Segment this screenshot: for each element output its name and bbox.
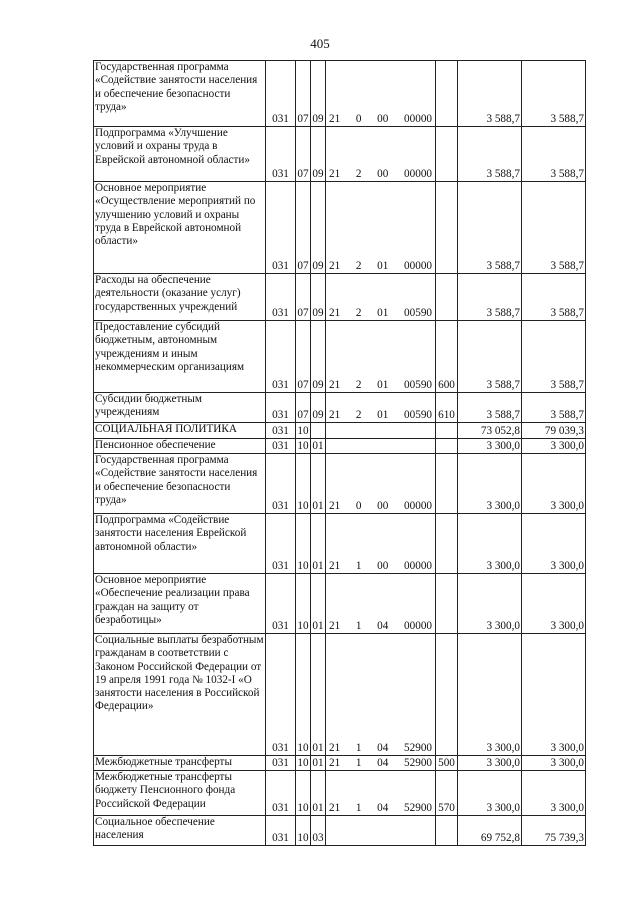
subsection-code: 01 bbox=[312, 756, 324, 769]
subprogram-code: 1 bbox=[355, 756, 362, 769]
table-row bbox=[94, 574, 586, 634]
subsection-code bbox=[311, 423, 326, 439]
subprogram-code: 0 bbox=[355, 499, 362, 512]
sum-year-1: 73 052,8 bbox=[458, 423, 522, 439]
sum-year-1: 3 300,0 bbox=[458, 439, 522, 454]
event-code: 04 bbox=[377, 756, 389, 769]
subprogram-code: 1 bbox=[355, 619, 362, 632]
sum-year-2: 3 300,0 bbox=[522, 574, 586, 634]
expense-type-code bbox=[436, 274, 458, 321]
ministry-code: 031 bbox=[266, 61, 296, 127]
ministry-code: 031 bbox=[266, 454, 296, 514]
target-article-parts bbox=[327, 168, 434, 181]
section-code: 10 bbox=[296, 771, 311, 816]
expense-type-code: 600 bbox=[436, 321, 458, 393]
target-article-parts bbox=[327, 757, 434, 770]
ministry-code: 031 bbox=[266, 321, 296, 393]
sum-year-2: 3 588,7 bbox=[522, 274, 586, 321]
direction-code: 00000 bbox=[404, 167, 432, 180]
row-name: Предоставление субсидий бюджетным, автономным учреждениям и иным некоммерческим организациям bbox=[94, 321, 266, 393]
subprogram-code: 2 bbox=[355, 408, 362, 421]
direction-code: 52900 bbox=[404, 756, 432, 769]
section-code: 07 bbox=[296, 274, 311, 321]
section-code: 10 bbox=[296, 634, 311, 756]
table-row bbox=[94, 634, 586, 756]
subprogram-code: 1 bbox=[355, 741, 362, 754]
table-row bbox=[94, 61, 586, 127]
sum-year-2: 79 039,3 bbox=[522, 423, 586, 439]
ministry-code: 031 bbox=[266, 182, 296, 274]
table-row bbox=[94, 127, 586, 182]
expense-type-code bbox=[436, 816, 458, 846]
row-name: Государственная программа «Содействие занятости населения и обеспечение безопасности труда» bbox=[94, 61, 266, 127]
subsection-code: 09 bbox=[311, 61, 326, 127]
sum-year-1: 3 300,0 bbox=[458, 634, 522, 756]
target-article-parts bbox=[327, 379, 434, 392]
event-code: 01 bbox=[377, 306, 389, 319]
expense-type-code bbox=[436, 634, 458, 756]
event-code: 00 bbox=[377, 112, 389, 125]
table-row bbox=[94, 771, 586, 816]
target-article-parts bbox=[327, 260, 434, 273]
direction-code: 00000 bbox=[404, 499, 432, 512]
section-code: 10 bbox=[297, 756, 309, 769]
sum-year-1: 69 752,8 bbox=[458, 816, 522, 846]
row-name: СОЦИАЛЬНАЯ ПОЛИТИКА bbox=[94, 423, 266, 439]
expense-type-code: 500 bbox=[436, 756, 458, 771]
sum-year-1: 3 300,0 bbox=[458, 756, 522, 771]
target-article-code bbox=[326, 439, 436, 454]
subsection-code: 09 bbox=[311, 274, 326, 321]
subsection-code: 09 bbox=[311, 393, 326, 423]
program-code: 21 bbox=[329, 259, 341, 272]
table-row bbox=[94, 439, 586, 454]
target-article-parts bbox=[327, 560, 434, 573]
direction-code: 52900 bbox=[404, 801, 432, 814]
sum-year-1: 3 588,7 bbox=[458, 274, 522, 321]
ministry-code: 031 bbox=[266, 771, 296, 816]
sum-year-1: 3 300,0 bbox=[458, 454, 522, 514]
sum-year-1: 3 588,7 bbox=[458, 127, 522, 182]
sum-year-2: 3 300,0 bbox=[522, 439, 586, 454]
ministry-code: 031 bbox=[266, 756, 296, 771]
direction-code: 00000 bbox=[404, 259, 432, 272]
table-row bbox=[94, 321, 586, 393]
section-code: 07 bbox=[296, 127, 311, 182]
target-article-code bbox=[326, 127, 436, 182]
subsection-code: 01 bbox=[311, 514, 326, 574]
direction-code: 00590 bbox=[404, 408, 432, 421]
program-code: 21 bbox=[329, 306, 341, 319]
section-code: 10 bbox=[296, 816, 311, 846]
ministry-code: 031 bbox=[266, 574, 296, 634]
ministry-code: 031 bbox=[266, 127, 296, 182]
subsection-code: 01 bbox=[312, 439, 324, 452]
page-number: 405 bbox=[310, 36, 330, 51]
table-row bbox=[94, 514, 586, 574]
direction-code: 00000 bbox=[404, 619, 432, 632]
target-article-code bbox=[326, 816, 436, 846]
target-article-code bbox=[326, 274, 436, 321]
program-code: 21 bbox=[329, 801, 341, 814]
ministry-code: 031 bbox=[266, 816, 296, 846]
sum-year-2: 3 300,0 bbox=[522, 514, 586, 574]
expense-type-code bbox=[436, 423, 458, 439]
subprogram-code: 1 bbox=[355, 801, 362, 814]
target-article-code bbox=[326, 423, 436, 439]
sum-year-2: 3 300,0 bbox=[522, 454, 586, 514]
expense-type-code bbox=[436, 514, 458, 574]
program-code: 21 bbox=[329, 619, 341, 632]
subprogram-code: 2 bbox=[355, 259, 362, 272]
section-code: 07 bbox=[296, 61, 311, 127]
ministry-code: 031 bbox=[266, 439, 296, 454]
row-name: Межбюджетные трансферты bbox=[94, 756, 266, 771]
direction-code: 00000 bbox=[404, 559, 432, 572]
sum-year-1: 3 588,7 bbox=[458, 182, 522, 274]
direction-code: 00590 bbox=[404, 306, 432, 319]
subsection-code: 03 bbox=[311, 816, 326, 846]
sum-year-2: 3 588,7 bbox=[522, 127, 586, 182]
section-code: 07 bbox=[296, 321, 311, 393]
event-code: 00 bbox=[377, 167, 389, 180]
expense-type-code: 610 bbox=[436, 393, 458, 423]
row-name: Подпрограмма «Улучшение условий и охраны труда в Еврейской автономной области» bbox=[94, 127, 266, 182]
section-code: 10 bbox=[296, 574, 311, 634]
sum-year-2: 3 300,0 bbox=[522, 771, 586, 816]
expense-type-code bbox=[436, 127, 458, 182]
row-name: Субсидии бюджетным учреждениям bbox=[94, 393, 266, 423]
expense-type-code bbox=[436, 574, 458, 634]
target-article-code bbox=[326, 771, 436, 816]
row-name: Подпрограмма «Содействие занятости населения Еврейской автономной области» bbox=[94, 514, 266, 574]
direction-code: 00000 bbox=[404, 112, 432, 125]
sum-year-2: 3 300,0 bbox=[522, 756, 586, 771]
expense-type-code bbox=[436, 61, 458, 127]
sum-year-1: 3 300,0 bbox=[458, 514, 522, 574]
row-name: Основное мероприятие «Осуществление мероприятий по улучшению условий и охраны труда в Еврейской автономной области» bbox=[94, 182, 266, 274]
table-row bbox=[94, 454, 586, 514]
subsection-code: 01 bbox=[311, 574, 326, 634]
program-code: 21 bbox=[329, 408, 341, 421]
program-code: 21 bbox=[329, 378, 341, 391]
program-code: 21 bbox=[329, 559, 341, 572]
row-name: Социальные выплаты безработным гражданам в соответствии с Законом Российской Федерации от 19 апреля 1991 года № 1032-I «О занятости населения в Российской Федерации» bbox=[94, 634, 266, 756]
program-code: 21 bbox=[329, 756, 341, 769]
expense-type-code bbox=[436, 439, 458, 454]
target-article-parts bbox=[327, 113, 434, 126]
subprogram-code: 0 bbox=[355, 112, 362, 125]
target-article-code bbox=[326, 182, 436, 274]
ministry-code: 031 bbox=[266, 514, 296, 574]
row-name: Государственная программа «Содействие занятости населения и обеспечение безопасности труда» bbox=[94, 454, 266, 514]
program-code: 21 bbox=[329, 741, 341, 754]
sum-year-1: 3 300,0 bbox=[458, 771, 522, 816]
section-code: 07 bbox=[296, 393, 311, 423]
sum-year-2: 3 588,7 bbox=[522, 61, 586, 127]
direction-code: 00590 bbox=[404, 378, 432, 391]
subsection-code: 01 bbox=[311, 634, 326, 756]
direction-code: 52900 bbox=[404, 741, 432, 754]
table-row bbox=[94, 816, 586, 846]
ministry-code: 031 bbox=[266, 634, 296, 756]
sum-year-1: 3 588,7 bbox=[458, 321, 522, 393]
row-name: Основное мероприятие «Обеспечение реализации права граждан на защиту от безработицы» bbox=[94, 574, 266, 634]
sum-year-2: 3 588,7 bbox=[522, 321, 586, 393]
expense-type-code bbox=[436, 182, 458, 274]
target-article-code bbox=[326, 756, 436, 771]
table-row bbox=[94, 274, 586, 321]
row-name: Пенсионное обеспечение bbox=[94, 439, 266, 454]
sum-year-2: 75 739,3 bbox=[522, 816, 586, 846]
target-article-code bbox=[326, 454, 436, 514]
row-name: Межбюджетные трансферты бюджету Пенсионного фонда Российской Федерации bbox=[94, 771, 266, 816]
sum-year-2: 3 588,7 bbox=[522, 182, 586, 274]
table-row bbox=[94, 756, 586, 771]
sum-year-1: 3 300,0 bbox=[458, 574, 522, 634]
target-article-parts bbox=[327, 620, 434, 633]
subsection-code: 09 bbox=[311, 182, 326, 274]
section-code: 10 bbox=[296, 423, 311, 439]
row-name: Социальное обеспечение населения bbox=[94, 816, 266, 846]
ministry-code: 031 bbox=[266, 393, 296, 423]
subprogram-code: 1 bbox=[355, 559, 362, 572]
event-code: 04 bbox=[377, 619, 389, 632]
row-name: Расходы на обеспечение деятельности (оказание услуг) государственных учреждений bbox=[94, 274, 266, 321]
section-code: 10 bbox=[297, 439, 309, 452]
event-code: 01 bbox=[377, 378, 389, 391]
sum-year-2: 3 588,7 bbox=[522, 393, 586, 423]
subprogram-code: 2 bbox=[355, 167, 362, 180]
table-row bbox=[94, 393, 586, 423]
subsection-code: 01 bbox=[311, 454, 326, 514]
section-code: 07 bbox=[296, 182, 311, 274]
section-code: 10 bbox=[296, 514, 311, 574]
target-article-parts bbox=[327, 409, 434, 422]
event-code: 01 bbox=[377, 408, 389, 421]
target-article-code bbox=[326, 321, 436, 393]
event-code: 04 bbox=[377, 801, 389, 814]
section-code: 10 bbox=[296, 454, 311, 514]
target-article-parts bbox=[327, 500, 434, 513]
subsection-code: 01 bbox=[311, 771, 326, 816]
program-code: 21 bbox=[329, 499, 341, 512]
expense-type-code: 570 bbox=[436, 771, 458, 816]
table-row bbox=[94, 182, 586, 274]
event-code: 00 bbox=[377, 559, 389, 572]
subsection-code: 09 bbox=[311, 321, 326, 393]
target-article-code bbox=[326, 634, 436, 756]
program-code: 21 bbox=[329, 112, 341, 125]
budget-table bbox=[93, 60, 586, 846]
ministry-code: 031 bbox=[266, 274, 296, 321]
target-article-code bbox=[326, 574, 436, 634]
target-article-code bbox=[326, 61, 436, 127]
target-article-code bbox=[326, 393, 436, 423]
subprogram-code: 2 bbox=[355, 306, 362, 319]
program-code: 21 bbox=[329, 167, 341, 180]
subsection-code: 09 bbox=[311, 127, 326, 182]
sum-year-2: 3 300,0 bbox=[522, 634, 586, 756]
target-article-parts bbox=[327, 802, 434, 815]
expense-type-code bbox=[436, 454, 458, 514]
event-code: 01 bbox=[377, 259, 389, 272]
table-row bbox=[94, 423, 586, 439]
sum-year-1: 3 588,7 bbox=[458, 393, 522, 423]
target-article-parts bbox=[327, 742, 434, 755]
sum-year-1: 3 588,7 bbox=[458, 61, 522, 127]
target-article-parts bbox=[327, 307, 434, 320]
event-code: 04 bbox=[377, 741, 389, 754]
ministry-code: 031 bbox=[266, 423, 296, 439]
event-code: 00 bbox=[377, 499, 389, 512]
subprogram-code: 2 bbox=[355, 378, 362, 391]
target-article-code bbox=[326, 514, 436, 574]
